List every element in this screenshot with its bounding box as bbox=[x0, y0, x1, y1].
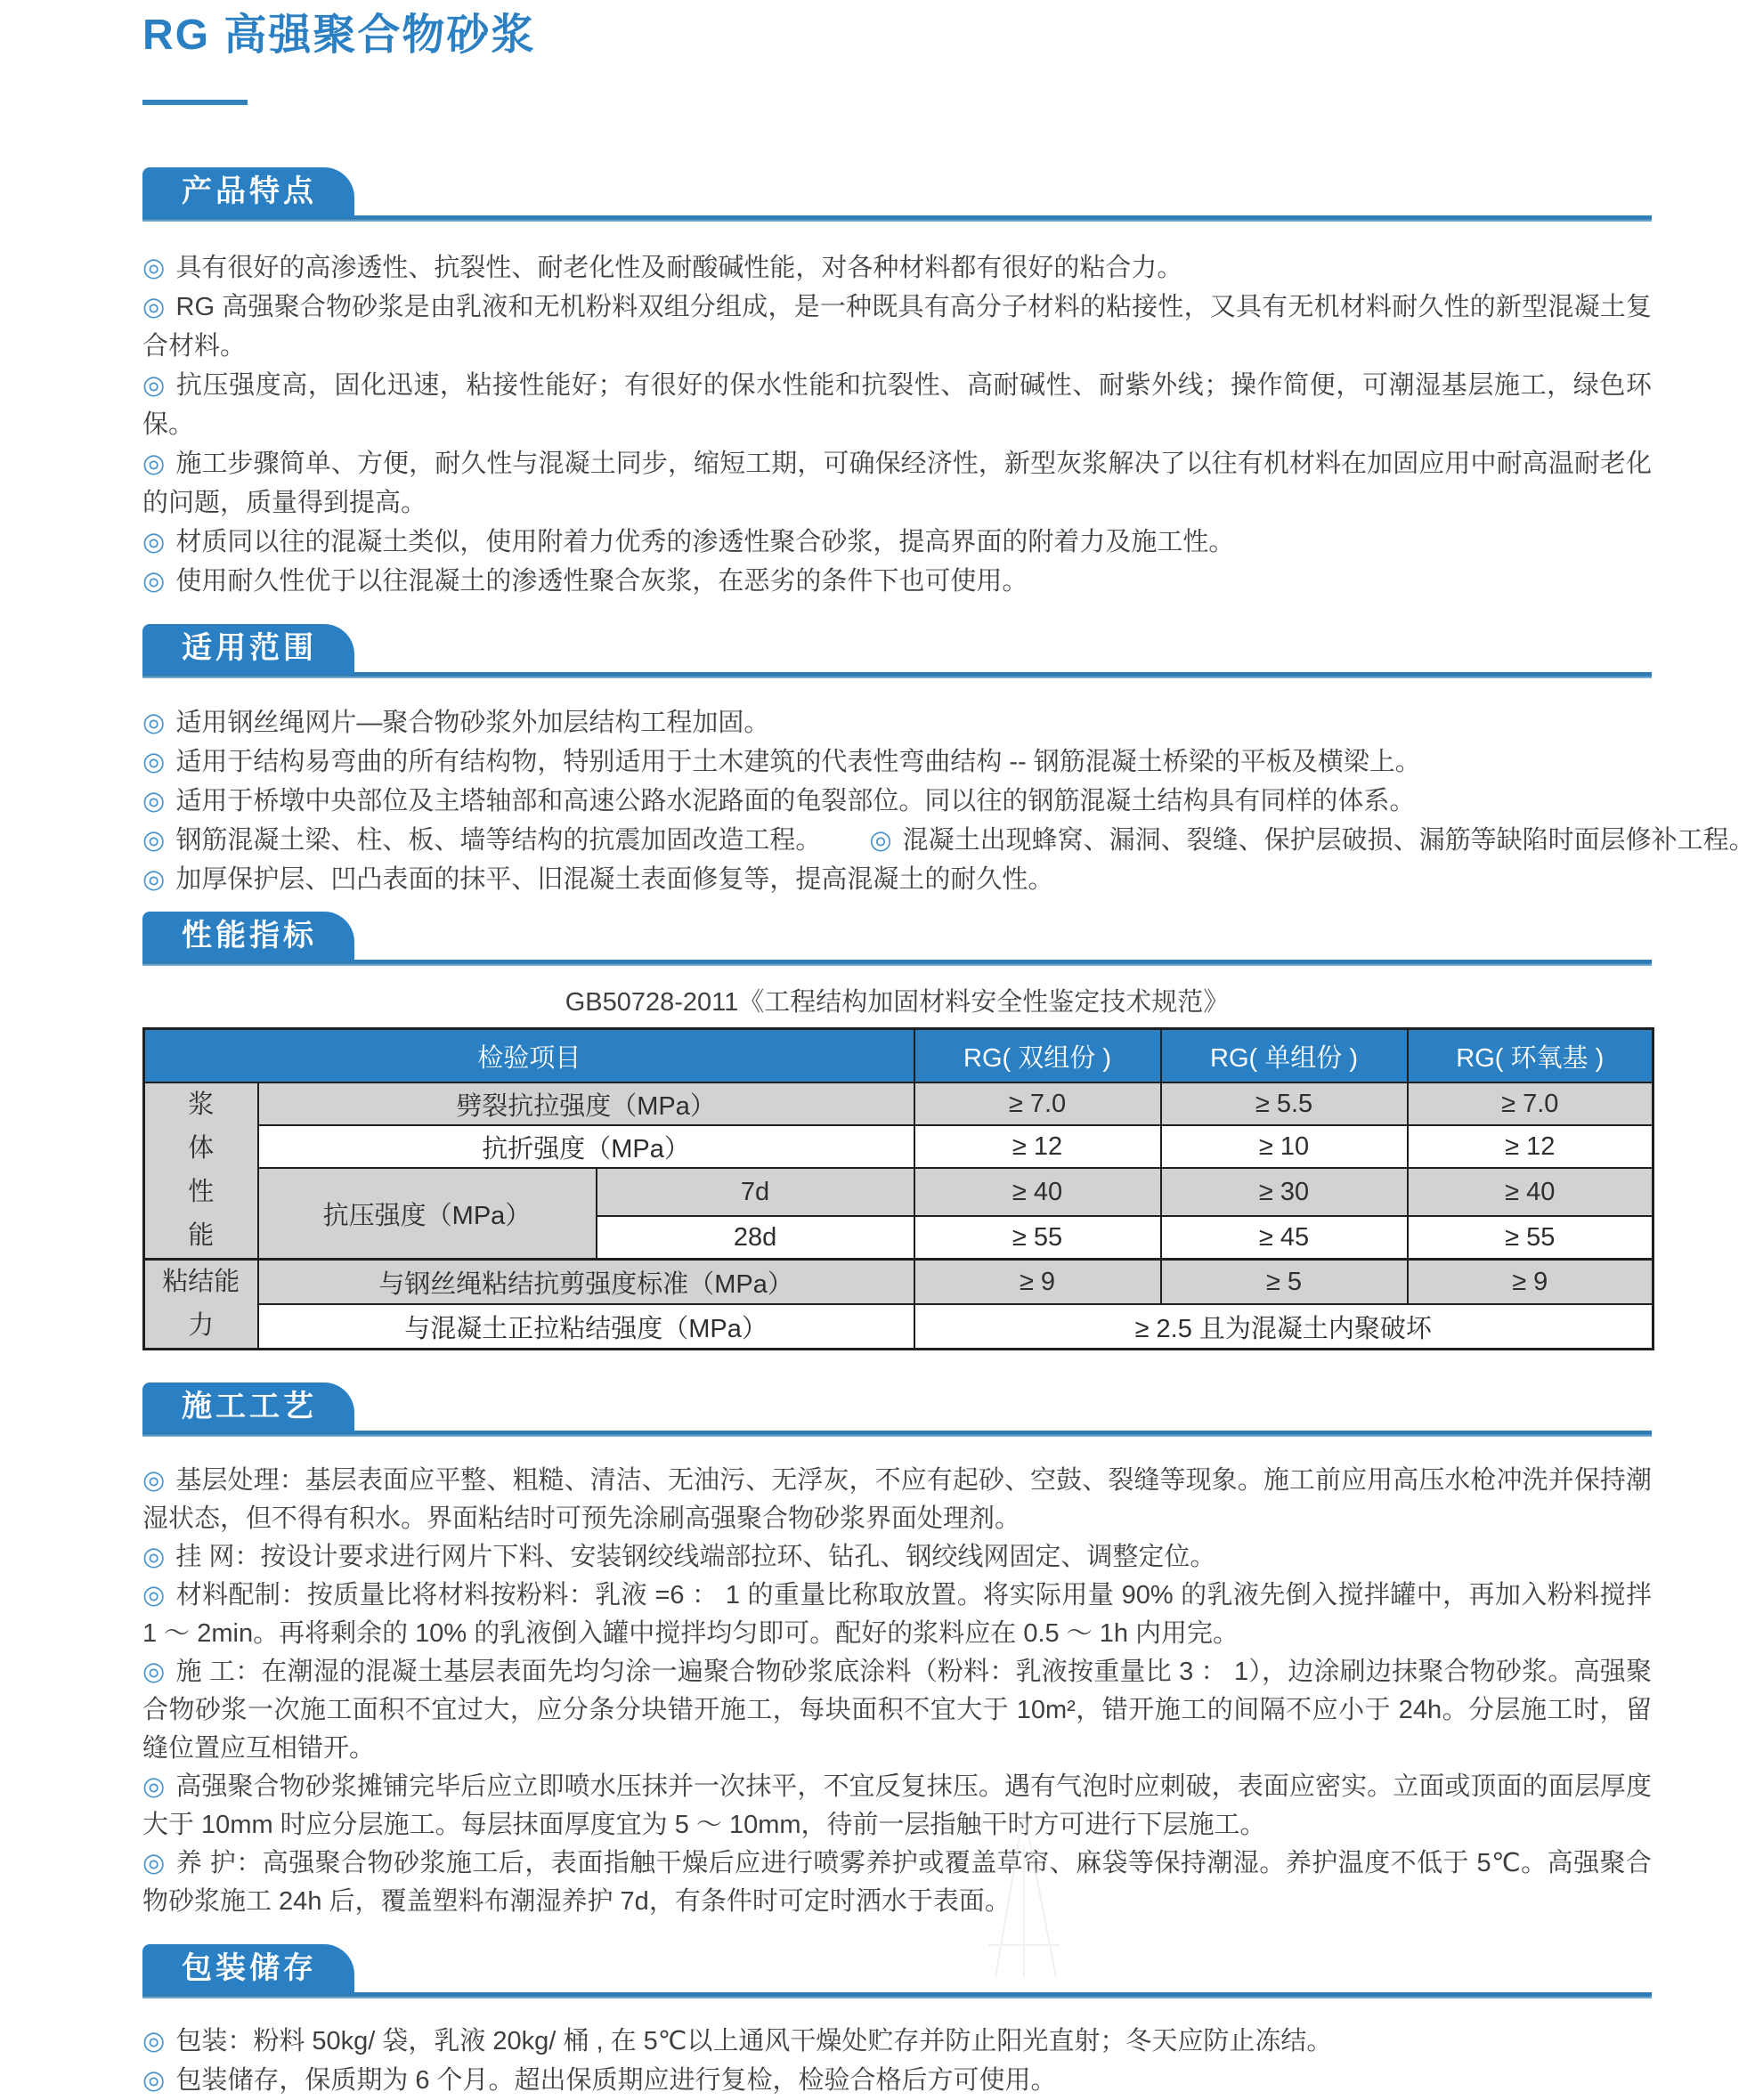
bullet-text: 挂 网：按设计要求进行网片下料、安装钢绞线端部拉环、钻孔、钢绞线网固定、调整定位。 bbox=[175, 1543, 1216, 1571]
metric-name-cell: 抗折强度（MPa） bbox=[258, 1125, 914, 1168]
bullet-item bbox=[142, 1768, 1652, 1845]
section-badge-features: 产品特点 bbox=[142, 167, 354, 217]
process-bullet-list bbox=[142, 1462, 1652, 1921]
group-label-bond: 粘结能力 bbox=[144, 1260, 258, 1350]
bullet-item bbox=[142, 1462, 1652, 1538]
header-cell-rg-two-part: RG( 双组份 ) bbox=[914, 1029, 1161, 1083]
bullet-icon: ◎ bbox=[142, 2027, 166, 2055]
section-rule bbox=[142, 672, 1652, 678]
bullet-icon: ◎ bbox=[142, 1849, 166, 1877]
title-underline bbox=[142, 100, 248, 105]
bullet-icon: ◎ bbox=[142, 709, 166, 737]
bullet-text: 材质同以往的混凝土类似，使用附着力优秀的渗透性聚合砂浆，提高界面的附着力及施工性。 bbox=[175, 528, 1235, 556]
bullet-item bbox=[142, 860, 1652, 899]
value-cell: ≥ 9 bbox=[914, 1260, 1161, 1305]
bullet-item bbox=[142, 523, 1652, 562]
bullet-icon: ◎ bbox=[142, 1581, 166, 1609]
section-rule bbox=[142, 1431, 1652, 1437]
value-cell: ≥ 40 bbox=[1408, 1168, 1653, 1216]
packaging-bullet-list bbox=[142, 2022, 1652, 2100]
page-title: RG 高强聚合物砂浆 bbox=[142, 12, 536, 59]
bullet-item bbox=[142, 288, 1652, 366]
section-process bbox=[142, 1382, 1652, 1921]
section-rule bbox=[142, 960, 1652, 966]
bullet-icon: ◎ bbox=[142, 865, 166, 894]
metric-name-cell: 劈裂抗拉强度（MPa） bbox=[258, 1082, 914, 1125]
bullet-item bbox=[142, 742, 1652, 782]
scope-bullet-list bbox=[142, 703, 1755, 899]
header-cell-rg-one-part: RG( 单组份 ) bbox=[1161, 1029, 1408, 1083]
bullet-item bbox=[142, 1538, 1652, 1577]
performance-table-caption: GB50728-2011《工程结构加固材料安全性鉴定技术规范》 bbox=[565, 988, 1230, 1017]
bullet-text: 抗压强度高，固化迅速，粘接性能好；有很好的保水性能和抗裂性、高耐碱性、耐紫外线；操作简便，可潮湿基层施工，绿色环保。 bbox=[142, 371, 1652, 439]
section-rule bbox=[142, 215, 1652, 222]
value-cell: ≥ 10 bbox=[1161, 1125, 1408, 1168]
section-packaging bbox=[142, 1944, 1652, 2100]
value-cell: ≥ 30 bbox=[1161, 1168, 1408, 1216]
metric-name-cell: 与钢丝绳粘结抗剪强度标准（MPa） bbox=[258, 1260, 914, 1305]
bullet-item bbox=[142, 444, 1652, 523]
bullet-item bbox=[142, 1845, 1652, 1921]
bullet-icon: ◎ bbox=[142, 528, 166, 556]
bullet-item bbox=[142, 2061, 1652, 2100]
value-cell: ≥ 55 bbox=[914, 1216, 1161, 1260]
bullet-text: 适用于结构易弯曲的所有结构物，特别适用于土木建筑的代表性弯曲结构 -- 钢筋混凝土桥梁的平板及横梁上。 bbox=[175, 748, 1421, 776]
performance-table bbox=[142, 1027, 1654, 1350]
bullet-text: 适用于桥墩中央部位及主塔轴部和高速公路水泥路面的龟裂部位。同以往的钢筋混凝土结构具有同样的体系。 bbox=[175, 787, 1416, 815]
metric-name-cell: 与混凝土正拉粘结强度（MPa） bbox=[258, 1304, 914, 1350]
section-badge-performance: 性能指标 bbox=[142, 912, 354, 961]
bullet-icon: ◎ bbox=[142, 2066, 166, 2095]
bullet-text: 高强聚合物砂浆摊铺完毕后应立即喷水压抹并一次抹平，不宜反复抹压。遇有气泡时应刺破，表面应密实。立面或顶面的面层厚度大于 10mm 时应分层施工。每层抹面厚度宜为 5 ～ 10mm，待前一层指触干时方可进行下层施工。 bbox=[142, 1772, 1652, 1839]
merged-value-cell: ≥ 2.5 且为混凝土内聚破坏 bbox=[914, 1304, 1653, 1350]
bullet-icon: ◎ bbox=[142, 1658, 166, 1686]
bullet-item bbox=[142, 703, 1652, 742]
bullet-icon: ◎ bbox=[142, 787, 166, 815]
header-cell-item: 检验项目 bbox=[144, 1029, 914, 1083]
bullet-text: 混凝土出现蜂窝、漏洞、裂缝、保护层破损、漏筋等缺陷时面层修补工程。 bbox=[902, 826, 1755, 855]
bullet-text: 加厚保护层、凹凸表面的抹平、旧混凝土表面修复等，提高混凝土的耐久性。 bbox=[175, 865, 1054, 894]
bullet-icon: ◎ bbox=[142, 1772, 166, 1801]
bullet-text: 材料配制：按质量比将材料按粉料：乳液 =6 ： 1 的重量比称取放置。将实际用量 90% 的乳液先倒入搅拌罐中，再加入粉料搅拌 1 ～ 2min。再将剩余的 10% 的乳液倒入罐中搅拌均匀即可。配好的浆料应在 0.5 ～ 1h 内用完。 bbox=[142, 1581, 1652, 1648]
bullet-icon: ◎ bbox=[869, 826, 892, 855]
bullet-item bbox=[142, 2022, 1652, 2061]
section-heading-scope bbox=[142, 624, 1652, 678]
value-cell: ≥ 12 bbox=[1408, 1125, 1653, 1168]
bullet-icon: ◎ bbox=[142, 450, 166, 478]
section-performance bbox=[142, 912, 1652, 1350]
group-label-slurry: 浆体性能 bbox=[144, 1082, 258, 1260]
bullet-item bbox=[142, 1653, 1652, 1768]
bullet-text: 钢筋混凝土梁、柱、板、墙等结构的抗震加固改造工程。 bbox=[175, 826, 822, 855]
table-row-flexural bbox=[144, 1125, 1653, 1168]
age-cell: 28d bbox=[597, 1216, 914, 1260]
bullet-text: 基层处理：基层表面应平整、粗糙、清洁、无油污、无浮灰，不应有起砂、空鼓、裂缝等现象。施工前应用高压水枪冲洗并保持潮湿状态，但不得有积水。界面粘结时可预先涂刷高强聚合物砂浆界面处理剂。 bbox=[142, 1466, 1652, 1533]
value-cell: ≥ 5.5 bbox=[1161, 1082, 1408, 1125]
section-scope bbox=[142, 624, 1755, 899]
value-cell: ≥ 7.0 bbox=[914, 1082, 1161, 1125]
value-cell: ≥ 7.0 bbox=[1408, 1082, 1653, 1125]
bullet-item bbox=[142, 562, 1652, 601]
bullet-text: 使用耐久性优于以往混凝土的渗透性聚合灰浆，在恶劣的条件下也可使用。 bbox=[175, 567, 1028, 596]
header-cell-rg-epoxy: RG( 环氧基 ) bbox=[1408, 1029, 1653, 1083]
bullet-icon: ◎ bbox=[142, 254, 166, 282]
value-cell: ≥ 5 bbox=[1161, 1260, 1408, 1305]
bullet-text: RG 高强聚合物砂浆是由乳液和无机粉料双组分组成，是一种既具有高分子材料的粘接性，又具有无机材料耐久性的新型混凝土复合材料。 bbox=[142, 293, 1653, 361]
bullet-text: 施 工：在潮湿的混凝土基层表面先均匀涂一遍聚合物砂浆底涂料（粉料：乳液按重量比 3 ： 1），边涂刷边抹聚合物砂浆。高强聚合物砂浆一次施工面积不宜过大，应分条分块错开施工，每块面积不宜大于 10m²，错开施工的间隔不应小于 24h。分层施工时，留缝位置应互相错开。 bbox=[142, 1658, 1652, 1763]
table-header-row bbox=[144, 1029, 1653, 1083]
value-cell: ≥ 12 bbox=[914, 1125, 1161, 1168]
section-badge-process: 施工工艺 bbox=[142, 1382, 354, 1432]
bullet-icon: ◎ bbox=[142, 826, 166, 855]
features-bullet-list bbox=[142, 248, 1652, 601]
age-cell: 7d bbox=[597, 1168, 914, 1216]
bullet-item bbox=[142, 366, 1652, 444]
bullet-text: 包装储存，保质期为 6 个月。超出保质期应进行复检，检验合格后方可使用。 bbox=[175, 2066, 1057, 2095]
section-features bbox=[142, 167, 1652, 601]
bullet-item bbox=[142, 1577, 1652, 1653]
value-cell: ≥ 45 bbox=[1161, 1216, 1408, 1260]
bullet-icon: ◎ bbox=[142, 371, 166, 400]
table-row-tensile-bond bbox=[144, 1304, 1653, 1350]
bullet-text: 适用钢丝绳网片—聚合物砂浆外加层结构工程加固。 bbox=[175, 709, 770, 737]
table-row-split-tensile bbox=[144, 1082, 1653, 1125]
section-rule bbox=[142, 1992, 1652, 1999]
bullet-icon: ◎ bbox=[142, 748, 166, 776]
bullet-icon: ◎ bbox=[142, 293, 166, 321]
value-cell: ≥ 55 bbox=[1408, 1216, 1653, 1260]
section-heading-features bbox=[142, 167, 1652, 222]
section-heading-process bbox=[142, 1382, 1652, 1437]
bullet-text: 包装：粉料 50kg/ 袋，乳液 20kg/ 桶 , 在 5℃以上通风干燥处贮存并防止阳光直射；冬天应防止冻结。 bbox=[175, 2027, 1333, 2055]
bullet-text: 具有很好的高渗透性、抗裂性、耐老化性及耐酸碱性能，对各种材料都有很好的粘合力。 bbox=[175, 254, 1183, 282]
bullet-icon: ◎ bbox=[142, 567, 166, 596]
table-row-shear-bond bbox=[144, 1260, 1653, 1305]
section-badge-scope: 适用范围 bbox=[142, 624, 354, 674]
section-heading-performance bbox=[142, 912, 1652, 966]
section-badge-packaging: 包装储存 bbox=[142, 1944, 354, 1994]
bullet-text: 养 护：高强聚合物砂浆施工后，表面指触干燥后应进行喷雾养护或覆盖草帘、麻袋等保持潮湿。养护温度不低于 5℃。高强聚合物砂浆施工 24h 后，覆盖塑料布潮湿养护 7d，有条件时可定时洒水于表面。 bbox=[142, 1849, 1652, 1916]
table-row-compressive-7d bbox=[144, 1168, 1653, 1216]
metric-name-cell: 抗压强度（MPa） bbox=[258, 1168, 597, 1260]
bullet-icon: ◎ bbox=[142, 1466, 166, 1495]
value-cell: ≥ 40 bbox=[914, 1168, 1161, 1216]
bullet-item-pair bbox=[142, 821, 1755, 860]
bullet-item bbox=[142, 782, 1652, 821]
value-cell: ≥ 9 bbox=[1408, 1260, 1653, 1305]
bullet-icon: ◎ bbox=[142, 1543, 166, 1571]
bullet-text: 施工步骤简单、方便，耐久性与混凝土同步，缩短工期，可确保经济性，新型灰浆解决了以往有机材料在加固应用中耐高温耐老化的问题，质量得到提高。 bbox=[142, 450, 1652, 517]
bullet-item bbox=[142, 248, 1652, 288]
section-heading-packaging bbox=[142, 1944, 1652, 1999]
